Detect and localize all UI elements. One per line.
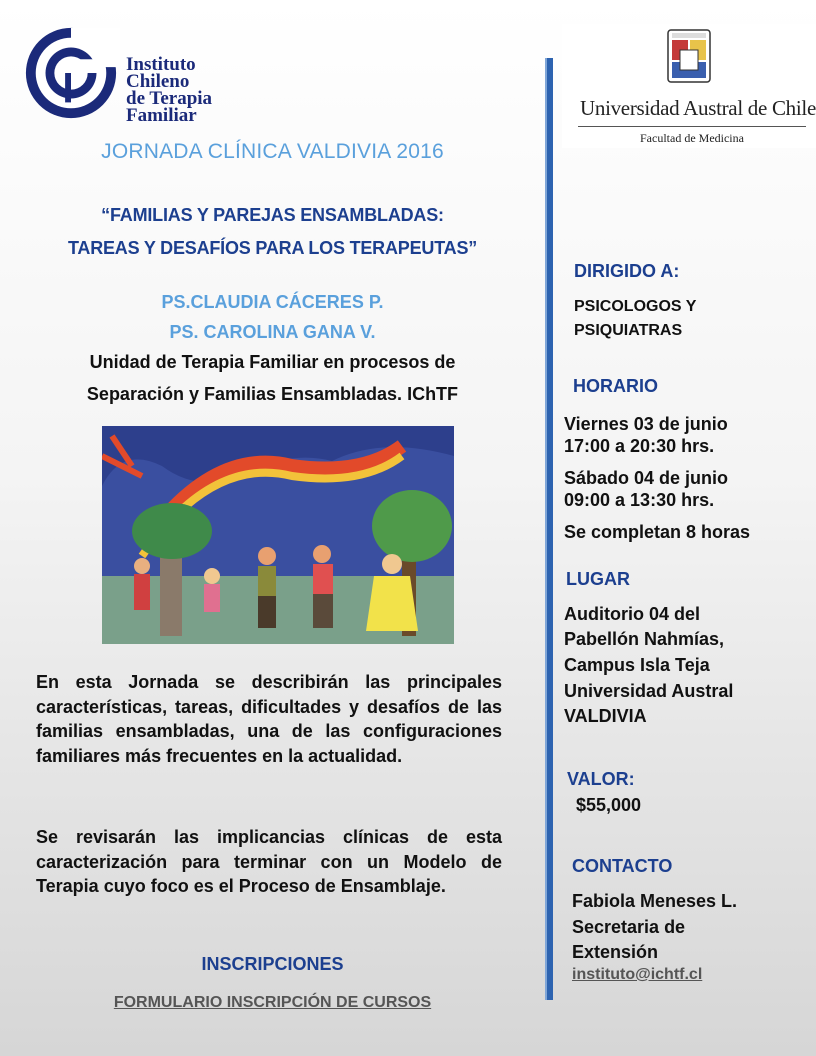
registration-form-link[interactable]: FORMULARIO INSCRIPCIÓN DE CURSOS <box>113 994 432 1011</box>
unit-line-1: Unidad de Terapia Familiar en procesos de <box>89 352 456 372</box>
uach-logo <box>562 24 816 148</box>
theme-line-2: TAREAS Y DESAFÍOS PARA LOS TERAPEUTAS” <box>67 238 478 258</box>
lugar-heading: LUGAR <box>566 569 630 589</box>
ichtf-logo <box>22 24 222 124</box>
event-title: JORNADA CLÍNICA VALDIVIA 2016 <box>101 140 444 163</box>
lugar-line: Campus Isla Teja <box>564 655 710 675</box>
horario-heading: HORARIO <box>573 376 658 396</box>
horario-line: Sábado 04 de junio <box>564 468 729 488</box>
uach-divider-line <box>578 126 806 127</box>
uach-faculty: Facultad de Medicina <box>640 131 744 145</box>
speaker-1: PS.CLAUDIA CÁCERES P. <box>161 292 384 312</box>
contacto-role-line-1: Secretaria de <box>572 917 686 937</box>
horario-line: 17:00 a 20:30 hrs. <box>564 436 715 456</box>
description-paragraph-2: Se revisarán las implicancias clínicas de esta caracterización para terminar con un Modelo de Terapia cuyo foco es el Proceso de Ensamblaje. <box>36 827 502 896</box>
description-paragraph-1: En esta Jornada se describirán las principales características, tareas, dificultades y desafíos de las familias ensambladas, una de las configuraciones familiares más frecuentes en la actualidad. <box>36 672 502 766</box>
horario-line: Se completan 8 horas <box>564 522 751 542</box>
ichtf-logo-mark-icon <box>22 24 120 122</box>
dirigido-line-1: PSICOLOGOS Y <box>574 298 697 315</box>
inscripciones-link[interactable]: INSCRIPCIONES <box>201 954 344 974</box>
unit-line-2: Separación y Familias Ensambladas. IChTF <box>86 384 459 404</box>
ichtf-logo-line: Instituto <box>126 54 196 75</box>
valor-amount: $55,000 <box>576 795 642 815</box>
ichtf-logo-line: de Terapia <box>126 88 213 109</box>
lugar-line: Auditorio 04 del <box>564 604 701 624</box>
ichtf-logo-line: Familiar <box>126 105 197 126</box>
contacto-role-line-2: Extensión <box>572 942 659 962</box>
horario-line: 09:00 a 13:30 hrs. <box>564 490 715 510</box>
lugar-line: Universidad Austral <box>564 681 734 701</box>
dirigido-heading: DIRIGIDO A: <box>574 261 680 281</box>
lugar-line: VALDIVIA <box>564 706 647 726</box>
speaker-2: PS. CAROLINA GANA V. <box>169 322 376 342</box>
lugar-line: Pabellón Nahmías, <box>564 629 725 649</box>
uach-seal-icon <box>666 28 712 84</box>
uach-name: Universidad Austral de Chile <box>580 96 816 120</box>
family-painting-image <box>102 426 454 644</box>
ichtf-logo-text <box>126 56 236 124</box>
dirigido-line-2: PSIQUIATRAS <box>574 322 683 339</box>
theme-line-1: “FAMILIAS Y PAREJAS ENSAMBLADAS: <box>101 205 444 225</box>
valor-heading: VALOR: <box>567 769 635 789</box>
contact-email-link[interactable]: instituto@ichtf.cl <box>572 966 703 983</box>
vertical-divider <box>545 58 553 1000</box>
horario-line: Viernes 03 de junio <box>564 414 728 434</box>
contacto-name: Fabiola Meneses L. <box>572 891 738 911</box>
ichtf-logo-line: Chileno <box>126 71 190 92</box>
contacto-heading: CONTACTO <box>572 856 673 876</box>
